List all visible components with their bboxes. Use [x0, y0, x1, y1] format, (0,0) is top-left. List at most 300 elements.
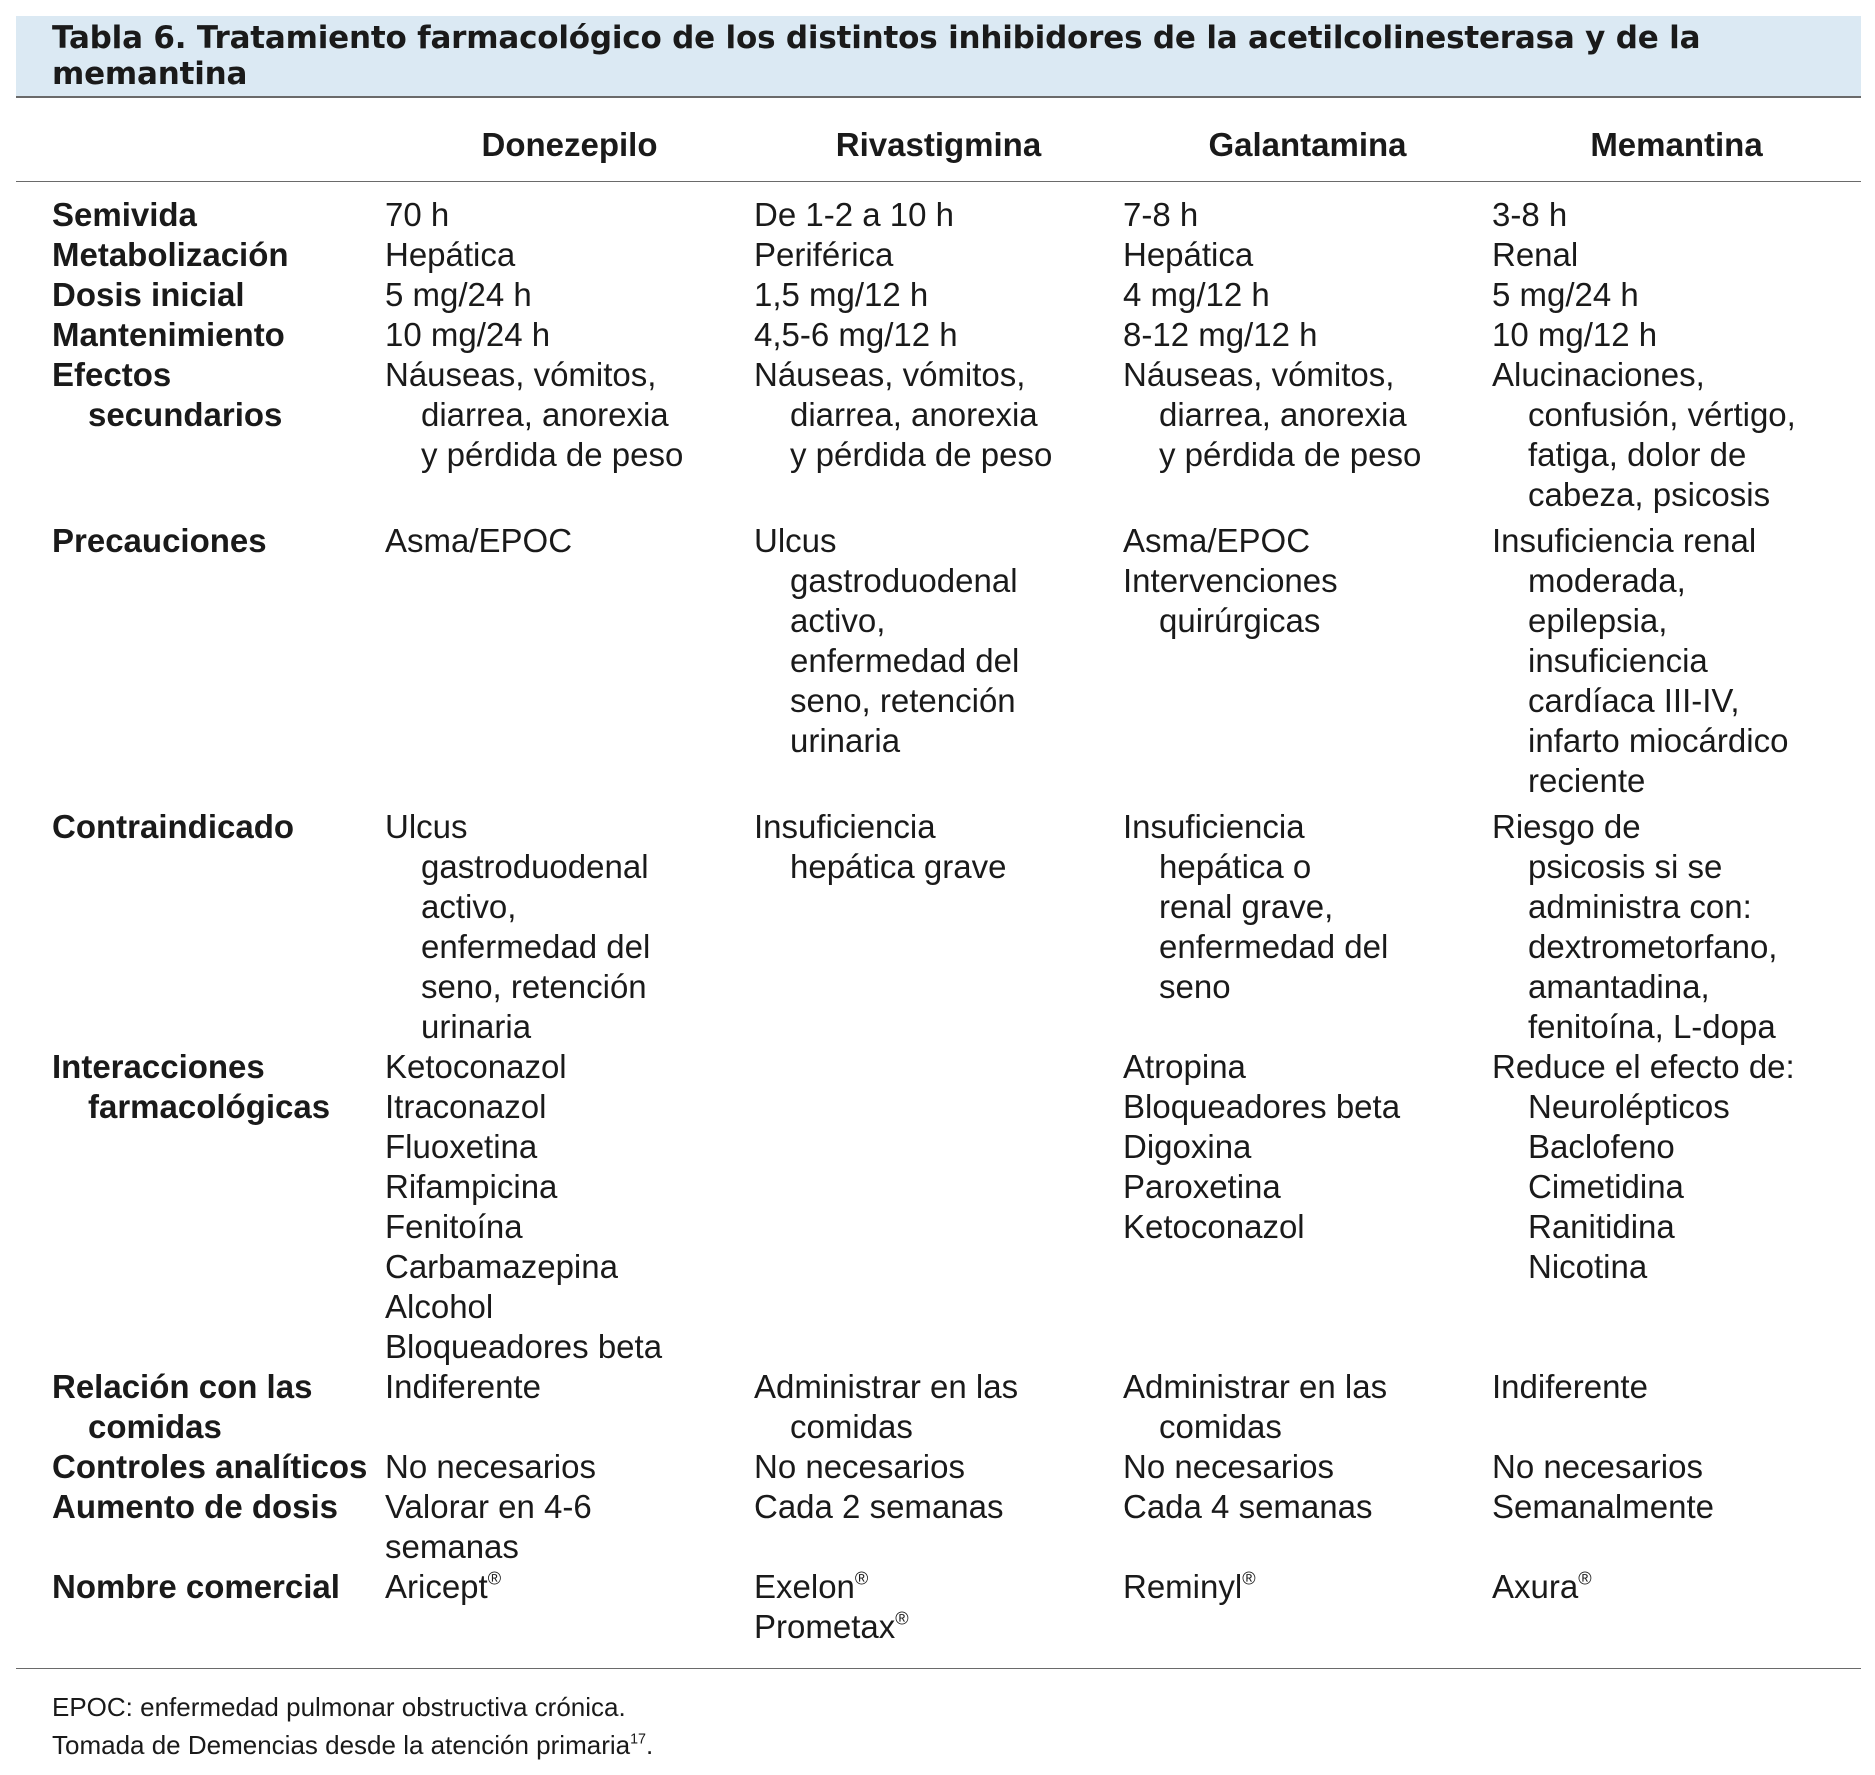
table-row	[16, 195, 1861, 235]
column-header-rivastigmina: Rivastigmina	[835, 126, 1042, 163]
table-cell	[385, 807, 754, 1047]
table-cell	[1492, 1447, 1861, 1487]
row-label-line: comidas	[88, 1408, 222, 1445]
table-cell-text: Asma/EPOC	[385, 522, 573, 559]
table-cell	[385, 235, 754, 275]
table-cell-line	[754, 561, 1123, 601]
table-cell-line	[385, 927, 754, 967]
table-cell-text: Baclofeno	[1528, 1128, 1675, 1165]
table-cell-line	[754, 1607, 1123, 1647]
table-cell-line	[1123, 561, 1492, 601]
table-cell	[1123, 1447, 1492, 1487]
table-cell	[754, 807, 1123, 1047]
table-cell-text: Prometax	[754, 1608, 896, 1645]
table-cell-line	[1492, 235, 1861, 275]
table-cell-text: Insuficiencia	[1123, 808, 1305, 845]
table-cell-text: No necesarios	[1492, 1448, 1703, 1485]
registered-mark: ®	[487, 1568, 502, 1589]
table-cell-line	[754, 395, 1123, 435]
table-cell-text: Náuseas, vómitos,	[1123, 356, 1395, 393]
table-cell-text: Periférica	[754, 236, 894, 273]
table-cell-text: Náuseas, vómitos,	[754, 356, 1026, 393]
table-cell-line	[1492, 1087, 1861, 1127]
table-cell	[1492, 807, 1861, 1047]
table-cell-line	[1492, 1487, 1861, 1527]
table-cell-line	[1123, 435, 1492, 475]
table-cell-line	[1123, 195, 1492, 235]
table-cell-text: 5 mg/24 h	[385, 276, 532, 313]
table-cell-line	[1492, 1367, 1861, 1407]
table-cell	[1123, 355, 1492, 515]
table-cell	[754, 1447, 1123, 1487]
table-cell	[1123, 315, 1492, 355]
table-cell-line	[1492, 601, 1861, 641]
table-cell-text: y pérdida de peso	[790, 436, 1053, 473]
table-body	[16, 195, 1861, 1647]
row-label-line: Efectos	[52, 356, 172, 393]
table-cell-line	[754, 235, 1123, 275]
row-label	[16, 355, 385, 515]
table-cell-text: De 1-2 a 10 h	[754, 196, 954, 233]
table-cell-line	[1123, 601, 1492, 641]
footnote-source-end: .	[646, 1730, 654, 1760]
row-label	[16, 1367, 385, 1447]
table-cell	[385, 315, 754, 355]
table-cell	[754, 355, 1123, 515]
table-cell-line	[754, 435, 1123, 475]
table-cell	[1492, 235, 1861, 275]
table-cell-line	[385, 967, 754, 1007]
table-cell-text: Valorar en 4-6	[385, 1488, 592, 1525]
column-header-memantina: Memantina	[1590, 126, 1763, 163]
table-cell	[754, 1047, 1123, 1367]
table-cell-text: Insuficiencia renal	[1492, 522, 1757, 559]
registered-mark: ®	[1578, 1568, 1592, 1589]
table-cell	[385, 1367, 754, 1447]
table-cell	[1492, 355, 1861, 515]
table-cell-text: urinaria	[790, 722, 901, 759]
table-cell	[1123, 195, 1492, 235]
table-cell-line	[1123, 1567, 1492, 1607]
table-cell	[1492, 195, 1861, 235]
table-cell-line	[754, 847, 1123, 887]
table-cell-line	[1123, 395, 1492, 435]
row-label	[16, 235, 385, 275]
table-cell-line	[1492, 807, 1861, 847]
table-cell-line	[385, 1527, 754, 1567]
table-cell-text: Reduce el efecto de:	[1492, 1048, 1795, 1085]
table-cell-text: moderada,	[1528, 562, 1686, 599]
table-cell-text: reciente	[1528, 762, 1646, 799]
table-cell	[385, 195, 754, 235]
table-cell-line	[1492, 195, 1861, 235]
row-label-line: Mantenimiento	[52, 316, 285, 353]
table-row	[16, 315, 1861, 355]
table-cell-text: gastroduodenal	[421, 848, 649, 885]
table-cell-text: Paroxetina	[1123, 1168, 1281, 1205]
table-cell-text: Ulcus	[385, 808, 468, 845]
row-label-line: Contraindicado	[52, 808, 295, 845]
table-cell-text: diarrea, anorexia	[421, 396, 669, 433]
table-cell-line	[1492, 927, 1861, 967]
table-cell-text: Fenitoína	[385, 1208, 523, 1245]
footnote-source-text: Tomada de Demencias desde la atención primaria	[52, 1730, 631, 1760]
footnote-epoc-text: EPOC: enfermedad pulmonar obstructiva crónica.	[52, 1692, 626, 1722]
table-cell-text: No necesarios	[385, 1448, 596, 1485]
table-cell-text: y pérdida de peso	[421, 436, 684, 473]
table-cell-text: Ketoconazol	[385, 1048, 567, 1085]
table-cell-line	[1492, 1247, 1861, 1287]
table-cell-text: enfermedad del	[1159, 928, 1389, 965]
table-cell-line	[1123, 355, 1492, 395]
table-cell-text: Semanalmente	[1492, 1488, 1714, 1525]
table-cell-line	[385, 1247, 754, 1287]
table-cell-text: confusión, vértigo,	[1528, 396, 1796, 433]
table-cell-text: Reminyl	[1123, 1568, 1243, 1605]
table-cell	[385, 1487, 754, 1567]
table-cell-line	[1492, 1567, 1861, 1607]
table-cell-text: 1,5 mg/12 h	[754, 276, 929, 313]
table-cell-text: Exelon	[754, 1568, 855, 1605]
table-row	[16, 1487, 1861, 1567]
column-header-row	[16, 102, 1861, 182]
row-label-line: Semivida	[52, 196, 197, 233]
registered-mark: ®	[1242, 1568, 1256, 1589]
table-cell-line	[1492, 355, 1861, 395]
table-cell-line	[1123, 927, 1492, 967]
table-cell-line	[754, 641, 1123, 681]
table-cell-line	[385, 435, 754, 475]
table-cell	[385, 1047, 754, 1367]
table-row	[16, 1047, 1861, 1367]
table-cell-line	[385, 1087, 754, 1127]
row-label-line: Nombre comercial	[52, 1568, 340, 1605]
table-cell-line	[1123, 275, 1492, 315]
table-cell-text: No necesarios	[1123, 1448, 1334, 1485]
row-label-line: Dosis inicial	[52, 276, 245, 313]
table-cell-line	[385, 1007, 754, 1047]
table-cell-line	[1492, 395, 1861, 435]
table-cell-text: 70 h	[385, 196, 450, 233]
table-cell-line	[754, 601, 1123, 641]
row-label-line: Metabolización	[52, 236, 289, 273]
table-cell-line	[1123, 1447, 1492, 1487]
table-cell-line	[1123, 887, 1492, 927]
row-label	[16, 807, 385, 1047]
table-cell-text: enfermedad del	[790, 642, 1020, 679]
table-cell	[754, 1367, 1123, 1447]
table-cell-line	[754, 807, 1123, 847]
table-cell-line	[1123, 1167, 1492, 1207]
table-cell-text: Atropina	[1123, 1048, 1246, 1085]
column-header-donezepilo: Donezepilo	[481, 126, 658, 163]
table-cell-line	[1492, 721, 1861, 761]
table-cell-text: Náuseas, vómitos,	[385, 356, 657, 393]
table-row	[16, 355, 1861, 515]
table-cell-text: cabeza, psicosis	[1528, 476, 1771, 513]
table-cell-text: Insuficiencia	[754, 808, 936, 845]
table-cell-text: hepática grave	[790, 848, 1007, 885]
table-cell-line	[1123, 315, 1492, 355]
footnote-source	[52, 1730, 653, 1761]
row-label-line: Relación con las	[52, 1368, 313, 1405]
table-cell	[1492, 521, 1861, 801]
row-label-line: Precauciones	[52, 522, 267, 559]
table-cell-text: 8-12 mg/12 h	[1123, 316, 1318, 353]
table-cell-line	[1492, 1207, 1861, 1247]
table-title: Tabla 6. Tratamiento farmacológico de los distintos inhibidores de la acetilcolinesterasa y de la memantina	[52, 20, 1701, 92]
table-cell-text: gastroduodenal	[790, 562, 1018, 599]
table-cell-line	[1492, 761, 1861, 801]
table-cell-line	[754, 681, 1123, 721]
table-cell	[1492, 1487, 1861, 1567]
row-label-line: secundarios	[88, 396, 283, 433]
registered-mark: ®	[854, 1568, 869, 1589]
table-cell-text: comidas	[1159, 1408, 1282, 1445]
table-cell-line	[385, 395, 754, 435]
table-cell	[1123, 1567, 1492, 1647]
table-cell	[385, 521, 754, 801]
table-cell-text: seno, retención	[421, 968, 647, 1005]
table-cell	[1492, 315, 1861, 355]
row-label-line: Aumento de dosis	[52, 1488, 339, 1525]
table-row	[16, 275, 1861, 315]
table-cell-text: renal grave,	[1159, 888, 1334, 925]
table-cell-text: Indiferente	[385, 1368, 541, 1405]
table-cell	[754, 195, 1123, 235]
table-cell-text: semanas	[385, 1528, 519, 1565]
table-cell-line	[1123, 521, 1492, 561]
registered-mark: ®	[895, 1608, 909, 1629]
table-row	[16, 807, 1861, 1047]
table-cell-text: comidas	[790, 1408, 913, 1445]
table-cell	[1123, 1047, 1492, 1367]
table-cell	[754, 521, 1123, 801]
table-cell-text: Cada 2 semanas	[754, 1488, 1004, 1525]
table-cell-line	[1492, 1047, 1861, 1087]
table-cell-text: 3-8 h	[1492, 196, 1568, 233]
table-cell-text: administra con:	[1528, 888, 1752, 925]
table-cell	[385, 355, 754, 515]
table-cell	[1123, 1367, 1492, 1447]
table-cell-line	[1492, 1167, 1861, 1207]
table-cell-line	[385, 1207, 754, 1247]
table-cell-line	[754, 1447, 1123, 1487]
column-header-galantamina: Galantamina	[1208, 126, 1407, 163]
table-cell-text: 10 mg/12 h	[1492, 316, 1658, 353]
table-cell-line	[754, 1367, 1123, 1407]
table-cell-text: Riesgo de	[1492, 808, 1641, 845]
table-cell-line	[385, 1127, 754, 1167]
table-cell-line	[1123, 1127, 1492, 1167]
table-cell-line	[754, 275, 1123, 315]
table-cell-text: dextrometorfano,	[1528, 928, 1778, 965]
table-cell-line	[385, 887, 754, 927]
table-cell-text: fenitoína, L-dopa	[1528, 1008, 1776, 1045]
table-cell-text: Hepática	[385, 236, 516, 273]
table-cell-line	[1123, 1207, 1492, 1247]
table-cell-text: Neurolépticos	[1528, 1088, 1730, 1125]
table-cell	[754, 315, 1123, 355]
table-cell-line	[1123, 235, 1492, 275]
table-cell-text: Intervenciones	[1123, 562, 1338, 599]
table-cell-text: insuficiencia	[1528, 642, 1708, 679]
row-label	[16, 521, 385, 801]
table-cell-line	[385, 275, 754, 315]
table-cell-text: Ulcus	[754, 522, 837, 559]
table-cell-line	[385, 1447, 754, 1487]
row-label	[16, 1487, 385, 1567]
table-cell-text: diarrea, anorexia	[790, 396, 1038, 433]
table-cell-text: 10 mg/24 h	[385, 316, 551, 353]
table-cell-line	[385, 1167, 754, 1207]
table-cell	[1123, 275, 1492, 315]
table-cell-line	[385, 1047, 754, 1087]
table-cell-text: seno	[1159, 968, 1231, 1005]
table-cell-line	[385, 521, 754, 561]
table-cell-line	[1492, 435, 1861, 475]
table-cell	[1123, 235, 1492, 275]
table-cell-line	[1123, 1487, 1492, 1527]
table-cell-text: Aricept	[385, 1568, 488, 1605]
table-cell-line	[385, 195, 754, 235]
row-label	[16, 1447, 385, 1487]
table-cell-text: epilepsia,	[1528, 602, 1668, 639]
table-cell	[754, 275, 1123, 315]
table-cell-text: Renal	[1492, 236, 1579, 273]
table-cell	[385, 1567, 754, 1647]
table-cell-line	[754, 1567, 1123, 1607]
table-cell-text: Cimetidina	[1528, 1168, 1684, 1205]
table-cell-text: Digoxina	[1123, 1128, 1252, 1165]
table-cell	[754, 1567, 1123, 1647]
table-cell-text: No necesarios	[754, 1448, 965, 1485]
table-cell-text: activo,	[790, 602, 886, 639]
table-cell-line	[754, 721, 1123, 761]
table-cell	[1123, 807, 1492, 1047]
table-cell	[1492, 1047, 1861, 1367]
table-cell-text: Administrar en las	[754, 1368, 1019, 1405]
table-cell-line	[1123, 1087, 1492, 1127]
table-cell-line	[1123, 1047, 1492, 1087]
footnote-epoc	[52, 1692, 626, 1723]
table-cell-text: quirúrgicas	[1159, 602, 1321, 639]
table-cell	[385, 1447, 754, 1487]
table-cell-line	[385, 1287, 754, 1327]
table-cell-text: activo,	[421, 888, 517, 925]
table-cell-line	[754, 1487, 1123, 1527]
row-label-line: Interacciones	[52, 1048, 265, 1085]
table-cell-line	[385, 235, 754, 275]
table-cell	[754, 1487, 1123, 1567]
table-cell-line	[1123, 1407, 1492, 1447]
table-cell-text: 7-8 h	[1123, 196, 1199, 233]
table-cell-text: psicosis si se	[1528, 848, 1723, 885]
table-cell-text: Rifampicina	[385, 1168, 558, 1205]
table-bottom-rule	[16, 1668, 1861, 1669]
table-cell-line	[1492, 475, 1861, 515]
table-cell-text: Fluoxetina	[385, 1128, 538, 1165]
table-cell-text: 4 mg/12 h	[1123, 276, 1270, 313]
table-row	[16, 1447, 1861, 1487]
table-cell-text: Hepática	[1123, 236, 1254, 273]
table-cell	[754, 235, 1123, 275]
table-cell-line	[1492, 887, 1861, 927]
table-cell	[1492, 275, 1861, 315]
table-title-bar	[16, 16, 1861, 98]
table-cell-line	[754, 315, 1123, 355]
table-cell-line	[1492, 681, 1861, 721]
table-cell-text: Ketoconazol	[1123, 1208, 1305, 1245]
table-cell-text: seno, retención	[790, 682, 1016, 719]
table-cell-line	[1492, 521, 1861, 561]
table-cell-text: 5 mg/24 h	[1492, 276, 1639, 313]
table-cell-text: infarto miocárdico	[1528, 722, 1789, 759]
table-cell-text: Ranitidina	[1528, 1208, 1675, 1245]
table-cell-line	[1492, 1447, 1861, 1487]
row-label-line: Controles analíticos	[52, 1448, 368, 1485]
table-cell-line	[385, 847, 754, 887]
table-cell-line	[1492, 967, 1861, 1007]
table-cell-line	[1492, 1127, 1861, 1167]
table-cell-text: Indiferente	[1492, 1368, 1648, 1405]
table-cell	[1123, 521, 1492, 801]
table-row	[16, 235, 1861, 275]
table-cell	[385, 275, 754, 315]
table-cell-line	[385, 1487, 754, 1527]
table-cell-text: Itraconazol	[385, 1088, 547, 1125]
table-cell-line	[1492, 275, 1861, 315]
table-cell-text: y pérdida de peso	[1159, 436, 1422, 473]
table-row	[16, 1367, 1861, 1447]
table-cell-line	[1492, 847, 1861, 887]
row-label	[16, 195, 385, 235]
table-cell-text: fatiga, dolor de	[1528, 436, 1747, 473]
table-cell-line	[754, 1407, 1123, 1447]
row-label	[16, 315, 385, 355]
table-cell-line	[385, 807, 754, 847]
table-cell	[1492, 1567, 1861, 1647]
table-cell-line	[385, 1367, 754, 1407]
table-cell-text: Administrar en las	[1123, 1368, 1388, 1405]
table-cell-line	[385, 1567, 754, 1607]
table-cell-text: Alucinaciones,	[1492, 356, 1705, 393]
table-cell-text: 4,5-6 mg/12 h	[754, 316, 958, 353]
table-cell-text: hepática o	[1159, 848, 1312, 885]
table-cell-line	[1492, 315, 1861, 355]
table-cell-text: Alcohol	[385, 1288, 494, 1325]
table-cell	[1123, 1487, 1492, 1567]
table-cell-line	[1123, 1367, 1492, 1407]
table-cell-text: Cada 4 semanas	[1123, 1488, 1373, 1525]
table-cell-text: Nicotina	[1528, 1248, 1648, 1285]
table-cell-line	[1123, 807, 1492, 847]
row-label	[16, 1567, 385, 1647]
table-cell-line	[1492, 1007, 1861, 1047]
table-cell-text: amantadina,	[1528, 968, 1710, 1005]
table-cell-text: enfermedad del	[421, 928, 651, 965]
table-cell-line	[1123, 847, 1492, 887]
table-cell-text: Bloqueadores beta	[385, 1328, 663, 1365]
table-cell	[1492, 1367, 1861, 1447]
row-label	[16, 275, 385, 315]
table-cell-line	[385, 355, 754, 395]
table-cell-text: urinaria	[421, 1008, 532, 1045]
table-cell-line	[1123, 967, 1492, 1007]
table-cell-line	[385, 1327, 754, 1367]
table-cell-text: Axura	[1492, 1568, 1579, 1605]
table-cell-line	[1492, 561, 1861, 601]
